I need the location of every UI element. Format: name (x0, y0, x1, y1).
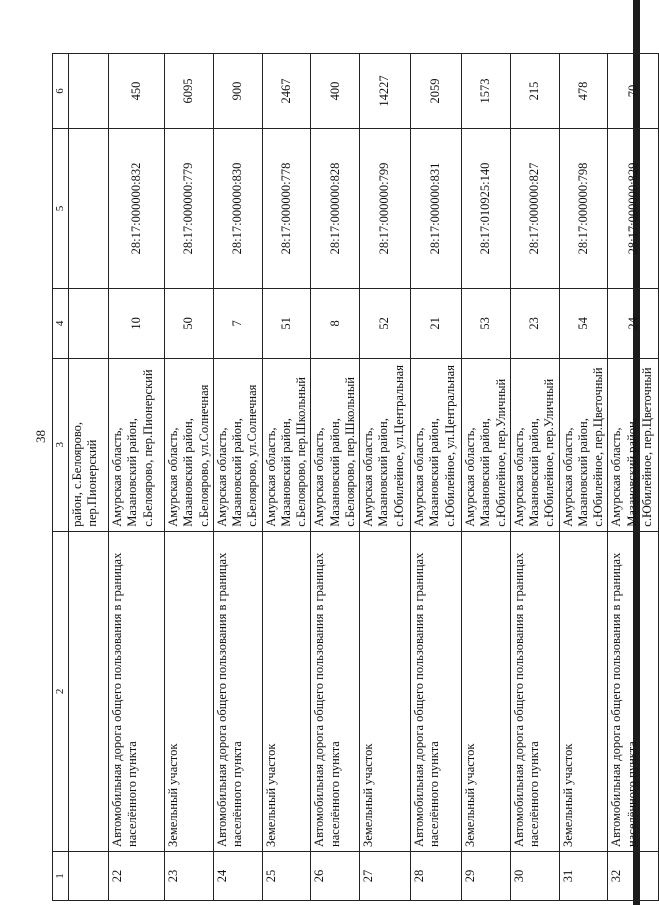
address-cell: Амурская область, Мазановский район, с.Юбилейное, пер.Уличный (462, 358, 511, 531)
row-number-cell (69, 851, 109, 900)
cadastral-number-cell: 28:17:000000:799 (360, 128, 411, 288)
quantity-cell: 21 (411, 289, 462, 359)
cadastral-number-cell: 28:17:000000:829 (608, 128, 659, 288)
address-cell: Амурская область, Мазановский район, с.Белоярово, пер.Школьный (262, 358, 311, 531)
row-number-cell: 31 (559, 851, 608, 900)
header-cell: 5 (53, 128, 69, 288)
cadastral-number-cell: 28:17:000000:827 (510, 128, 559, 288)
row-number-cell: 27 (360, 851, 411, 900)
area-cell: 478 (559, 54, 608, 129)
row-number-cell: 23 (165, 851, 214, 900)
quantity-cell: 52 (360, 289, 411, 359)
object-name-cell: Автомобильная дорога общего пользования в границах населённого пункта (608, 531, 659, 851)
area-cell: 400 (311, 54, 360, 129)
quantity-cell: 10 (109, 289, 165, 359)
object-name-cell: Автомобильная дорога общего пользования в границах населённого пункта (213, 531, 262, 851)
quantity-cell: 24 (608, 289, 659, 359)
table-row (262, 54, 311, 901)
quantity-cell: 54 (559, 289, 608, 359)
cadastral-number-cell: 28:17:000000:830 (213, 128, 262, 288)
table-row (510, 54, 559, 901)
table-row (608, 54, 659, 901)
address-cell: район, с.Белоярово, пер.Пионерский (69, 358, 109, 531)
address-cell: Амурская область, Мазановский район, с.Юбилейное, пер.Цветочный (559, 358, 608, 531)
property-table (52, 53, 654, 901)
object-name-cell: Автомобильная дорога общего пользования в границах населённого пункта (311, 531, 360, 851)
address-cell: Амурская область, Мазановский район, с.Юбилейное, пер.Уличный (510, 358, 559, 531)
quantity-cell (69, 289, 109, 359)
cadastral-number-cell: 28:17:000000:828 (311, 128, 360, 288)
row-number-cell: 24 (213, 851, 262, 900)
area-cell: 215 (510, 54, 559, 129)
quantity-cell: 23 (510, 289, 559, 359)
table-row (411, 54, 462, 901)
address-cell: Амурская область, Мазановский район, с.Юбилейное, пер.Цветочный (608, 358, 659, 531)
quantity-cell: 7 (213, 289, 262, 359)
table-row (559, 54, 608, 901)
header-cell: 1 (53, 851, 69, 900)
cadastral-number-cell (69, 128, 109, 288)
header-cell: 4 (53, 289, 69, 359)
page-number: 38 (33, 430, 48, 443)
area-cell: 14227 (360, 54, 411, 129)
continuation-row (69, 54, 109, 901)
object-name-cell (69, 531, 109, 851)
address-cell: Амурская область, Мазановский район, с.Белоярово, ул.Солнечная (165, 358, 214, 531)
area-cell (69, 54, 109, 129)
quantity-cell: 53 (462, 289, 511, 359)
header-cell: 3 (53, 358, 69, 531)
table-row (462, 54, 511, 901)
object-name-cell: Земельный участок (462, 531, 511, 851)
header-cell: 6 (53, 54, 69, 129)
cadastral-number-cell: 28:17:000000:778 (262, 128, 311, 288)
cadastral-number-cell: 28:17:000000:831 (411, 128, 462, 288)
table-row (213, 54, 262, 901)
object-name-cell: Автомобильная дорога общего пользования в границах населённого пункта (510, 531, 559, 851)
row-number-cell: 28 (411, 851, 462, 900)
row-number-cell: 25 (262, 851, 311, 900)
cadastral-number-cell: 28:17:000000:832 (109, 128, 165, 288)
object-name-cell: Автомобильная дорога общего пользования в границах населённого пункта (411, 531, 462, 851)
area-cell: 2467 (262, 54, 311, 129)
quantity-cell: 51 (262, 289, 311, 359)
row-number-cell: 32 (608, 851, 659, 900)
table-row (109, 54, 165, 901)
address-cell: Амурская область, Мазановский район, с.Юбилейное, ул.Центральная (360, 358, 411, 531)
row-number-cell: 30 (510, 851, 559, 900)
table-row (311, 54, 360, 901)
area-cell: 70 (608, 54, 659, 129)
area-cell: 2059 (411, 54, 462, 129)
address-cell: Амурская область, Мазановский район, с.Юбилейное, ул.Центральная (411, 358, 462, 531)
quantity-cell: 50 (165, 289, 214, 359)
object-name-cell: Земельный участок (262, 531, 311, 851)
row-number-cell: 29 (462, 851, 511, 900)
object-name-cell: Земельный участок (165, 531, 214, 851)
cadastral-number-cell: 28:17:010925:140 (462, 128, 511, 288)
table-row (165, 54, 214, 901)
cadastral-number-cell: 28:17:000000:798 (559, 128, 608, 288)
address-cell: Амурская область, Мазановский район, с.Белоярово, пер.Школьный (311, 358, 360, 531)
area-cell: 6095 (165, 54, 214, 129)
row-number-cell: 26 (311, 851, 360, 900)
object-name-cell: Земельный участок (559, 531, 608, 851)
object-name-cell: Автомобильная дорога общего пользования в границах населённого пункта (109, 531, 165, 851)
address-cell: Амурская область, Мазановский район, с.Белоярово, пер.Пионерский (109, 358, 165, 531)
area-cell: 1573 (462, 54, 511, 129)
header-cell: 2 (53, 531, 69, 851)
address-cell: Амурская область, Мазановский район, с.Белоярово, ул.Солнечная (213, 358, 262, 531)
table-row (360, 54, 411, 901)
area-cell: 900 (213, 54, 262, 129)
cadastral-number-cell: 28:17:000000:779 (165, 128, 214, 288)
row-number-cell: 22 (109, 851, 165, 900)
area-cell: 450 (109, 54, 165, 129)
header-row (53, 54, 69, 901)
object-name-cell: Земельный участок (360, 531, 411, 851)
quantity-cell: 8 (311, 289, 360, 359)
